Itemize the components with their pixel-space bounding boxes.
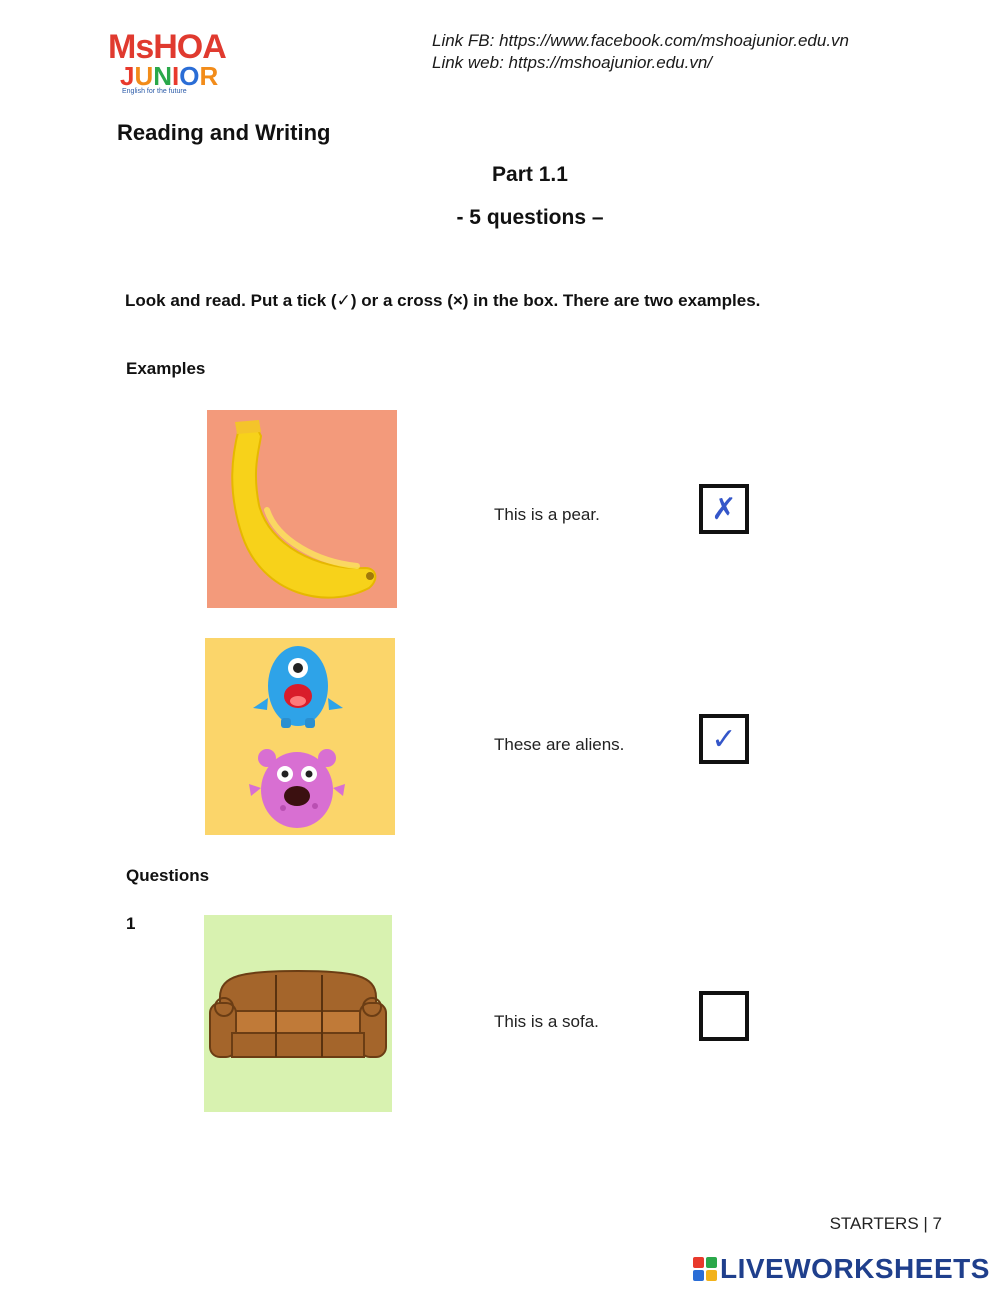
website-link[interactable]: Link web: https://mshoajunior.edu.vn/ <box>432 53 713 72</box>
section-title: Reading and Writing <box>117 120 331 145</box>
liveworksheets-blocks-icon <box>693 1257 717 1281</box>
liveworksheets-logo <box>693 1254 990 1284</box>
logo-tagline: English for the future <box>122 88 187 95</box>
facebook-link[interactable]: Link FB: https://www.facebook.com/mshoajunior.edu.vn <box>432 31 850 50</box>
questions-label: Questions <box>126 866 210 885</box>
logo-line2: JUNIOR <box>120 61 219 91</box>
logo-line1: MsHOA <box>108 28 226 66</box>
mshoa-junior-logo <box>108 30 238 96</box>
page-number: STARTERS | 7 <box>829 1214 942 1233</box>
question-1-answer-box[interactable] <box>699 991 749 1041</box>
instruction: Look and read. Put a tick (✓) or a cross (×) in the box. There are two examples. <box>125 291 761 310</box>
sofa-icon <box>204 915 392 1112</box>
aliens-icon <box>205 638 395 835</box>
example-2-sentence: These are aliens. <box>494 735 625 754</box>
question-1-number: 1 <box>126 914 136 933</box>
example-2-answer-box: ✓ <box>699 714 749 764</box>
example-1-sentence: This is a pear. <box>494 505 600 524</box>
header-links <box>432 30 849 74</box>
example-1-answer-box: ✗ <box>699 484 749 534</box>
question-count: - 5 questions – <box>456 206 604 229</box>
liveworksheets-brand: LIVEWORKSHEETS <box>720 1253 990 1284</box>
examples-label: Examples <box>126 359 206 378</box>
banana-icon <box>207 410 397 608</box>
part-title: Part 1.1 <box>492 163 568 186</box>
question-1-sentence: This is a sofa. <box>494 1012 599 1031</box>
